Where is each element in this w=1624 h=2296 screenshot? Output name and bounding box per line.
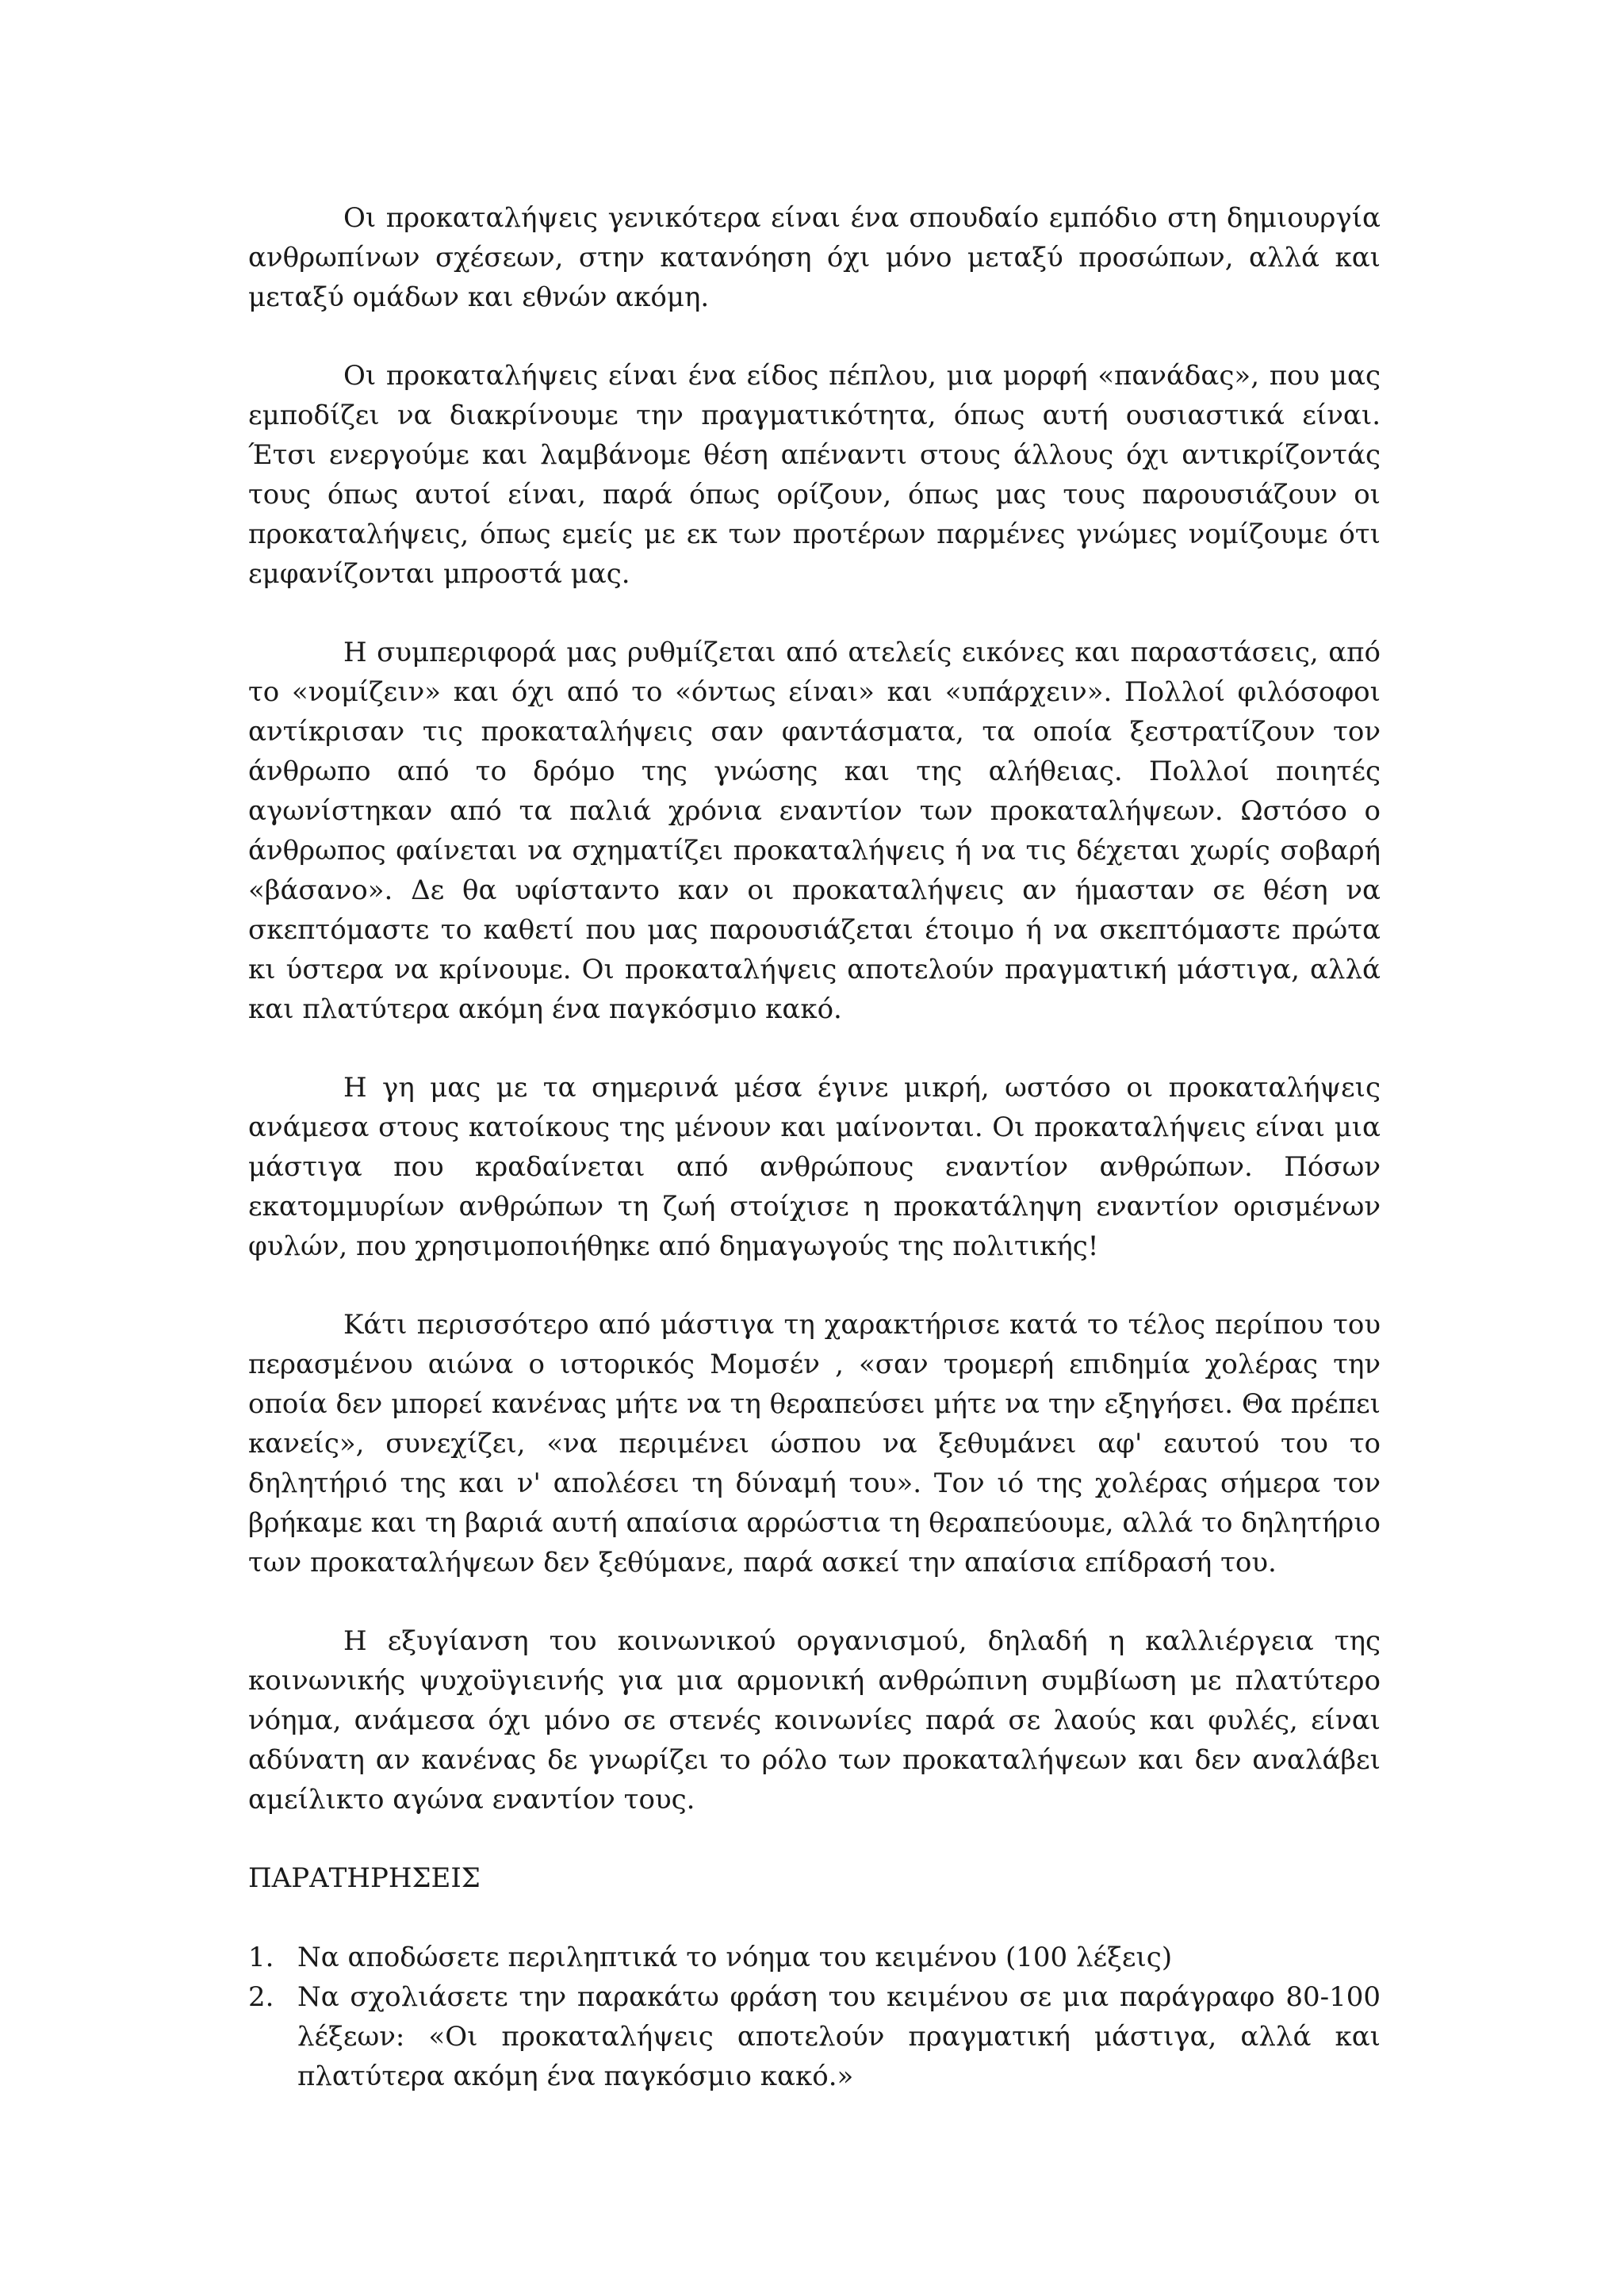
body-paragraph-2: Οι προκαταλήψεις είναι ένα είδος πέπλου, μια μορφή «πανάδας», που μας εμποδίζει να διακρίνουμε την πραγματικότητα, όπως αυτή ουσιαστικά είναι. Έτσι ενεργούμε και λαμβάνομε θέση απέναντι στους άλλους όχι αντικρίζοντάς τους όπως αυτοί είναι, παρά όπως ορίζουν, όπως μας τους παρουσιάζουν οι προκαταλήψεις, όπως εμείς με εκ των προτέρων παρμένες γνώμες νομίζουμε ότι εμφανίζονται μπροστά μας.: [248, 360, 1381, 590]
document-page: [248, 198, 1381, 2096]
question-number: 2.: [248, 1981, 274, 2013]
question-text: Να αποδώσετε περιληπτικά το νόημα του κειμένου (100 λέξεις): [297, 1942, 1173, 1973]
body-paragraph-4: Η γη μας με τα σημερινά μέσα έγινε μικρή, ωστόσο οι προκαταλήψεις ανάμεσα στους κατοίκους της μένουν και μαίνονται. Οι προκαταλήψεις είναι μια μάστιγα που κραδαίνεται από ανθρώπους εναντίον ανθρώπων. Πόσων εκατομμυρίων ανθρώπων τη ζωή στοίχισε η προκατάληψη εναντίον ορισμένων φυλών, που χρησιμοποιήθηκε από δημαγωγούς της πολιτικής!: [248, 1072, 1381, 1262]
question-number: 1.: [248, 1942, 274, 1973]
question-item-2: [248, 1977, 1381, 2096]
body-paragraph-5: Κάτι περισσότερο από μάστιγα τη χαρακτήρισε κατά το τέλος περίπου του περασμένου αιώνα ο ιστορικός Μομσέν , «σαν τρομερή επιδημία χολέρας την οποία δεν μπορεί κανένας μήτε να τη θεραπεύσει μήτε να την εξηγήσει. Θα πρέπει κανείς», συνεχίζει, «να περιμένει ώσπου να ξεθυμάνει αφ' εαυτού του το δηλητήριό της και ν' απολέσει τη δύναμή του». Τον ιό της χολέρας σήμερα τον βρήκαμε και τη βαριά αυτή απαίσια αρρώστια τη θεραπεύουμε, αλλά το δηλητήριο των προκαταλήψεων δεν ξεθύμανε, παρά ασκεί την απαίσια επίδρασή του.: [248, 1309, 1381, 1578]
question-text: Να σχολιάσετε την παρακάτω φράση του κειμένου σε μια παράγραφο 80-100 λέξεων: «Οι προκαταλήψεις αποτελούν πραγματική μάστιγα, αλλά και πλατύτερα ακόμη ένα παγκόσμιο κακό.»: [297, 1981, 1381, 2092]
body-paragraph-1: Οι προκαταλήψεις γενικότερα είναι ένα σπουδαίο εμπόδιο στη δημιουργία ανθρωπίνων σχέσεων, στην κατανόηση όχι μόνο μεταξύ προσώπων, αλλά και μεταξύ ομάδων και εθνών ακόμη.: [248, 202, 1381, 313]
question-item-1: [248, 1938, 1381, 1977]
body-paragraph-3: Η συμπεριφορά μας ρυθμίζεται από ατελείς εικόνες και παραστάσεις, από το «νομίζειν» και όχι από το «όντως είναι» και «υπάρχειν». Πολλοί φιλόσοφοι αντίκρισαν τις προκαταλήψεις σαν φαντάσματα, τα οποία ξεστρατίζουν τον άνθρωπο από το δρόμο της γνώσης και της αλήθειας. Πολλοί ποιητές αγωνίστηκαν από τα παλιά χρόνια εναντίον των προκαταλήψεων. Ωστόσο ο άνθρωπος φαίνεται να σχηματίζει προκαταλήψεις ή να τις δέχεται χωρίς σοβαρή «βάσανο». Δε θα υφίσταντο καν οι προκαταλήψεις αν ήμασταν σε θέση να σκεπτόμαστε το καθετί που μας παρουσιάζεται έτοιμο ή να σκεπτόμαστε πρώτα κι ύστερα να κρίνουμε. Οι προκαταλήψεις αποτελούν πραγματική μάστιγα, αλλά και πλατύτερα ακόμη ένα παγκόσμιο κακό.: [248, 637, 1381, 1025]
observations-heading: ΠΑΡΑΤΗΡΗΣΕΙΣ: [248, 1862, 481, 1894]
questions-list: [248, 1938, 1381, 2096]
body-paragraph-6: Η εξυγίανση του κοινωνικού οργανισμού, δηλαδή η καλλιέργεια της κοινωνικής ψυχοϋγιεινής για μια αρμονική ανθρώπινη συμβίωση με πλατύτερο νόημα, ανάμεσα όχι μόνο σε στενές κοινωνίες παρά σε λαούς και φυλές, είναι αδύνατη αν κανένας δε γνωρίζει το ρόλο των προκαταλήψεων και δεν αναλάβει αμείλικτο αγώνα εναντίον τους.: [248, 1625, 1381, 1816]
